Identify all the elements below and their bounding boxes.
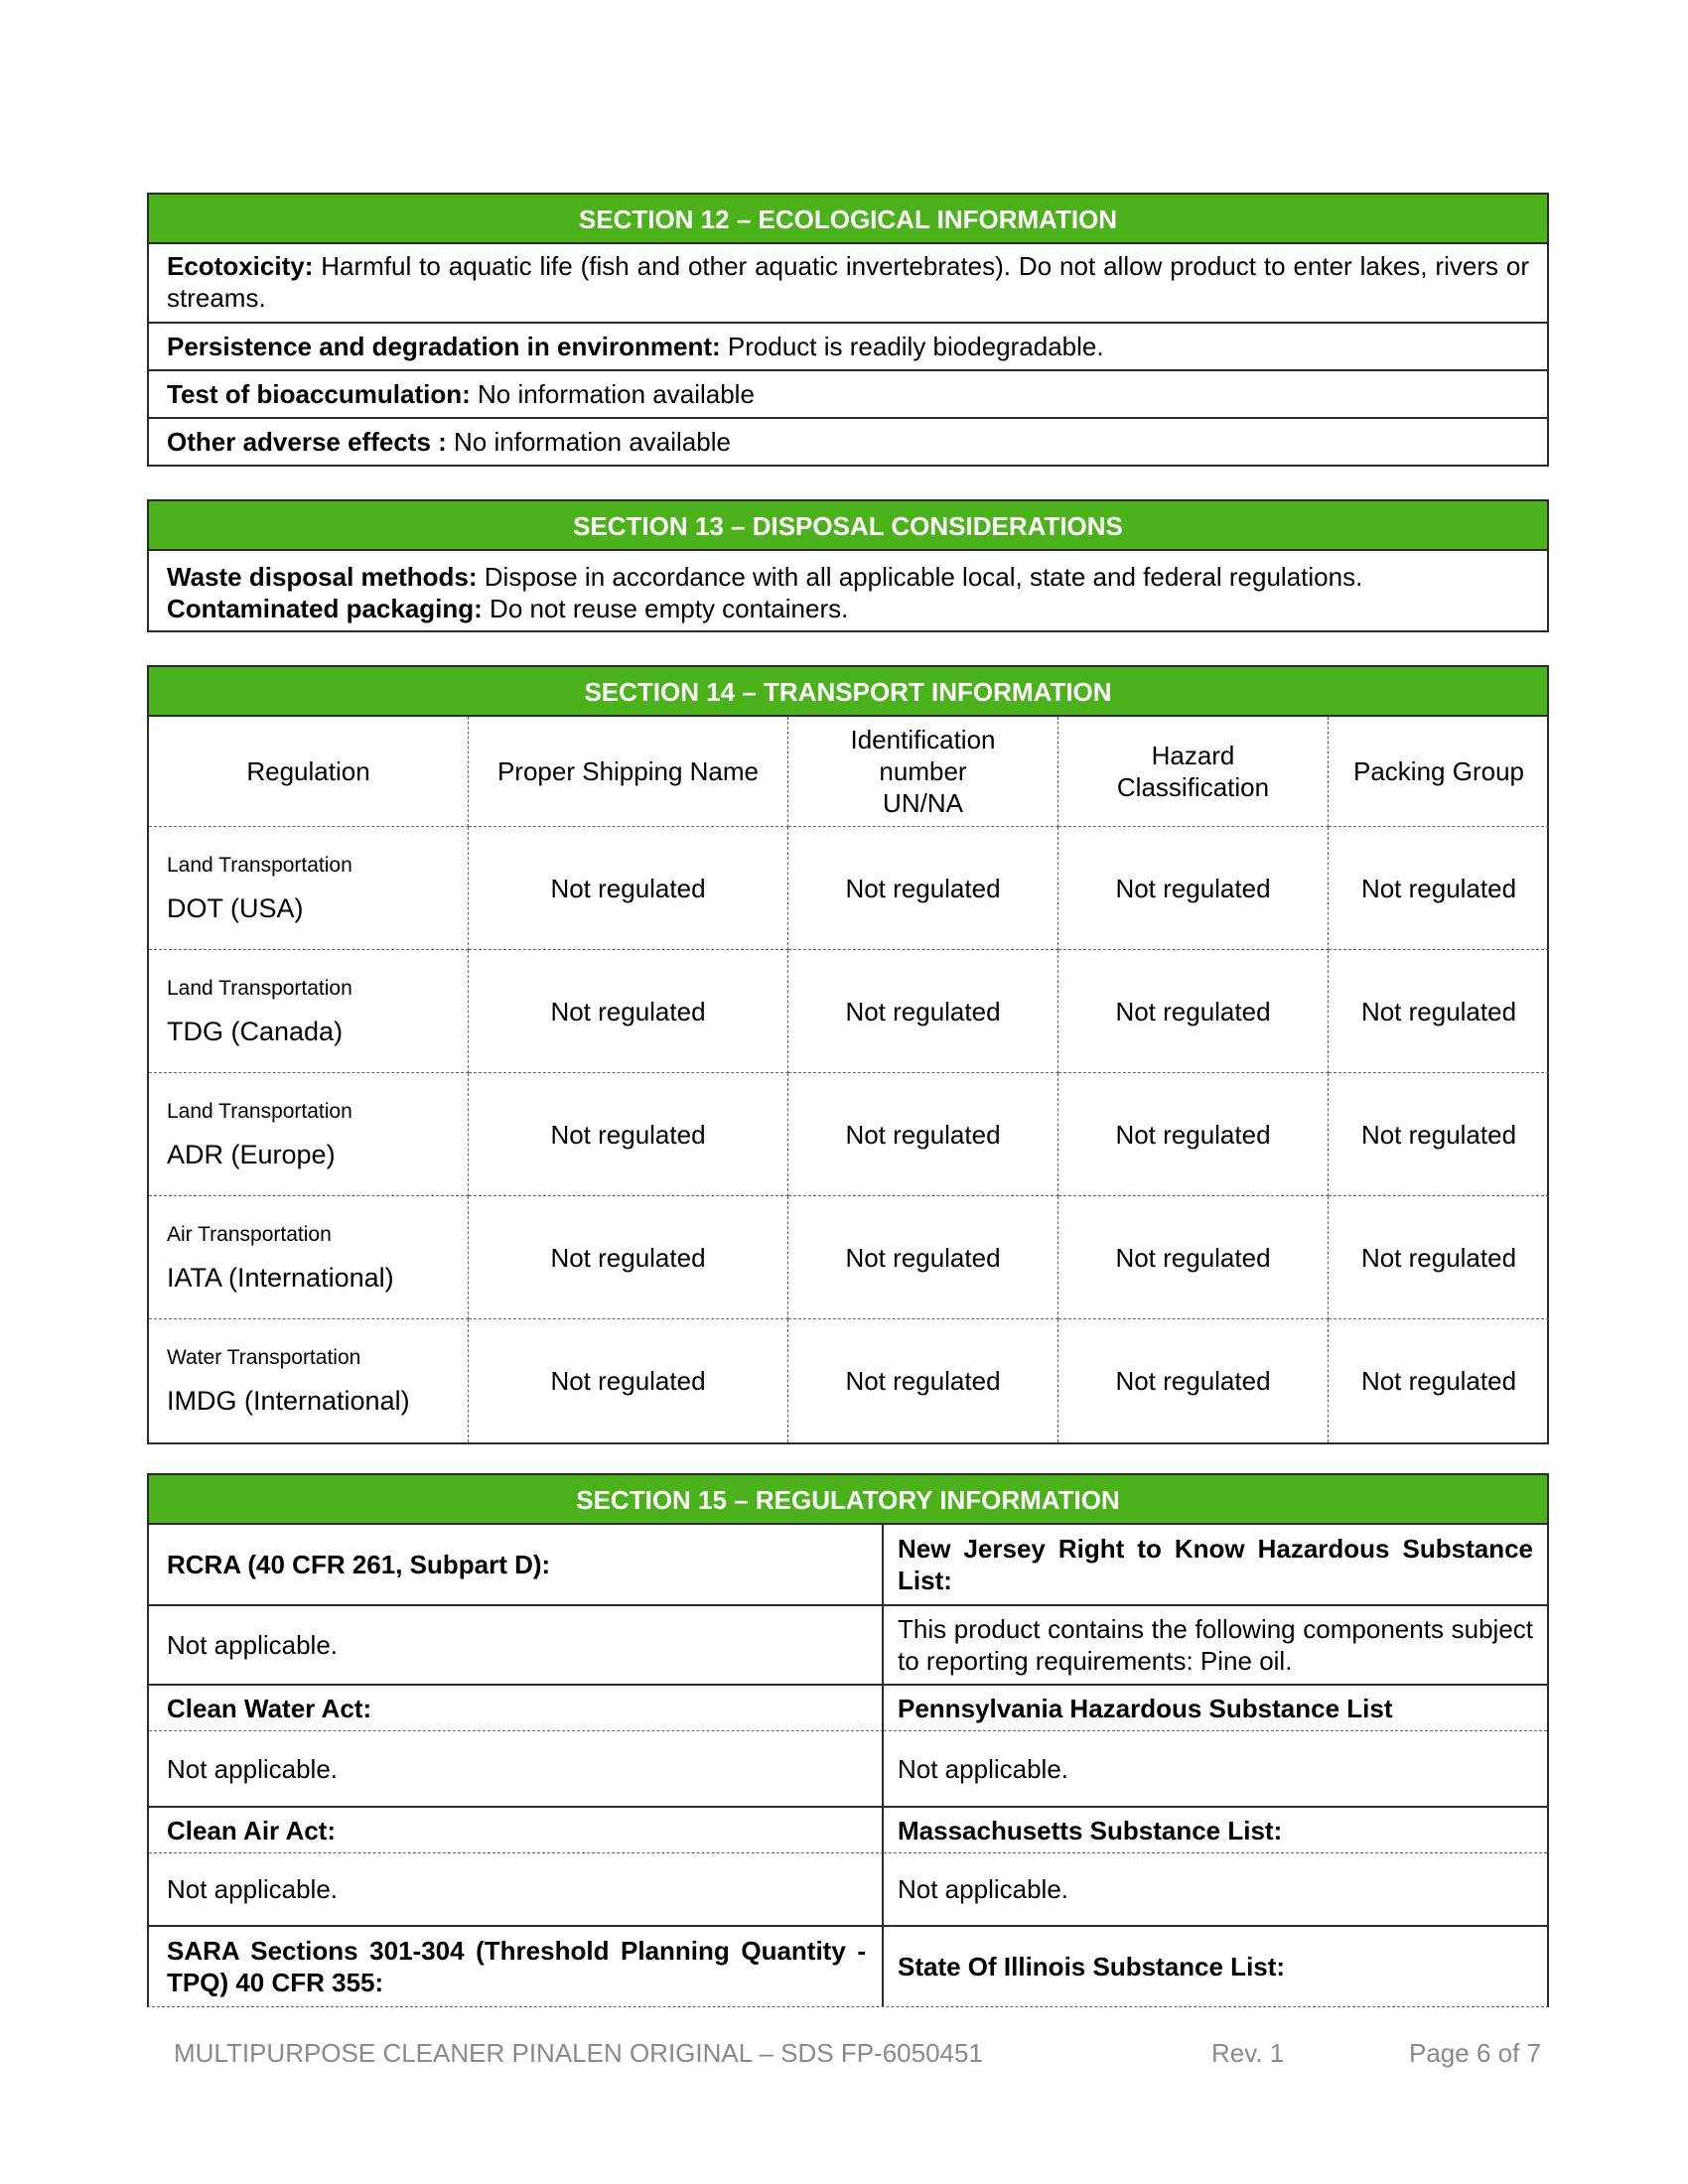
ecotoxicity-row: [149, 244, 1547, 324]
header-hazard-class: Hazard Classification: [1058, 717, 1329, 827]
table-row-regulation: [149, 1073, 469, 1196]
regulation-name: DOT (USA): [167, 892, 304, 923]
adverse-effects-text: No information available: [446, 427, 731, 457]
section-13-disposal: [147, 499, 1549, 632]
waste-disposal-line: [167, 561, 1529, 593]
packing-group-cell: Not regulated: [1360, 1366, 1517, 1396]
persistence-text: Product is readily biodegradable.: [720, 332, 1104, 361]
header-id-number: Identification number UN/NA: [788, 717, 1058, 827]
bioaccumulation-text: No information available: [470, 379, 755, 409]
clean-water-act-label: Clean Water Act:: [149, 1686, 884, 1731]
shipping-name-cell: Not regulated: [469, 1319, 788, 1442]
id-number-cell: Not regulated: [788, 1196, 1058, 1319]
adverse-effects-label: Other adverse effects :: [167, 427, 447, 457]
id-number-cell: Not regulated: [788, 1073, 1058, 1196]
packaging-label: Contaminated packaging:: [167, 594, 483, 623]
transport-mode: Land Transportation: [167, 853, 352, 877]
footer-product-sds: MULTIPURPOSE CLEANER PINALEN ORIGINAL – SDS FP-6050451: [174, 2038, 983, 2068]
regulatory-table: [149, 1525, 1547, 2006]
transport-mode: Land Transportation: [167, 976, 352, 1000]
section-14-title: SECTION 14 – TRANSPORT INFORMATION: [149, 667, 1547, 717]
clean-air-act-label: Clean Air Act:: [149, 1808, 884, 1853]
pennsylvania-value: Not applicable.: [884, 1731, 1547, 1808]
section-13-title: SECTION 13 – DISPOSAL CONSIDERATIONS: [149, 501, 1547, 551]
section-12-title: SECTION 12 – ECOLOGICAL INFORMATION: [149, 195, 1547, 244]
rcra-label: RCRA (40 CFR 261, Subpart D):: [149, 1525, 884, 1606]
footer-revision: Rev. 1: [1211, 2038, 1285, 2068]
ecotoxicity-label: Ecotoxicity:: [167, 251, 314, 281]
bioaccumulation-label: Test of bioaccumulation:: [167, 379, 471, 409]
shipping-name-cell: Not regulated: [469, 950, 788, 1073]
rcra-value: Not applicable.: [149, 1606, 884, 1686]
id-number-cell: Not regulated: [788, 827, 1058, 950]
waste-disposal-text: Dispose in accordance with all applicable local, state and federal regulations.: [477, 562, 1363, 592]
transport-mode: Air Transportation: [167, 1222, 332, 1246]
hazard-class-cell: Not regulated: [1058, 1073, 1329, 1196]
massachusetts-value: Not applicable.: [884, 1853, 1547, 1927]
illinois-label: State Of Illinois Substance List:: [898, 1952, 1286, 1981]
regulation-name: TDG (Canada): [167, 1016, 344, 1046]
transport-mode: Land Transportation: [167, 1099, 352, 1123]
transport-table: [149, 717, 1547, 1442]
disposal-row: [149, 551, 1547, 630]
packing-group-cell: Not regulated: [1329, 950, 1549, 1073]
shipping-name-cell: Not regulated: [469, 1196, 788, 1319]
ecotoxicity-text: Harmful to aquatic life (fish and other aquatic invertebrates). Do not allow product to enter lakes, rivers or streams.: [167, 251, 1529, 313]
pennsylvania-label: Pennsylvania Hazardous Substance List: [884, 1686, 1547, 1731]
clean-air-act-value: Not applicable.: [149, 1853, 884, 1927]
hazard-class-cell: Not regulated: [1058, 827, 1329, 950]
waste-disposal-label: Waste disposal methods:: [167, 562, 478, 592]
new-jersey-value: This product contains the following components subject to reporting requirements: Pine oil.: [884, 1606, 1547, 1686]
packaging-text: Do not reuse empty containers.: [482, 594, 849, 623]
section-15-regulatory: [147, 1473, 1549, 2007]
adverse-effects-row: [149, 419, 1547, 465]
shipping-name-cell: Not regulated: [469, 1073, 788, 1196]
table-row-regulation: [149, 950, 469, 1073]
table-row-regulation: [149, 827, 469, 950]
persistence-row: [149, 324, 1547, 371]
hazard-class-cell: Not regulated: [1058, 950, 1329, 1073]
table-row-regulation: [149, 1196, 469, 1319]
sara-label: SARA Sections 301-304 (Threshold Planning Quantity - TPQ) 40 CFR 355:: [149, 1927, 884, 2006]
footer-page-number: Page 6 of 7: [1409, 2038, 1541, 2068]
transport-mode: Water Transportation: [167, 1346, 361, 1369]
section-14-transport: [147, 665, 1549, 1444]
table-row-regulation: [149, 1319, 469, 1442]
packing-group-cell: Not regulated: [1329, 827, 1549, 950]
clean-water-act-value: Not applicable.: [149, 1731, 884, 1808]
bioaccumulation-row: [149, 371, 1547, 419]
hazard-class-cell: Not regulated: [1058, 1196, 1329, 1319]
section-15-title: SECTION 15 – REGULATORY INFORMATION: [149, 1475, 1547, 1525]
id-number-cell: Not regulated: [788, 950, 1058, 1073]
massachusetts-label: Massachusetts Substance List:: [884, 1808, 1547, 1853]
header-shipping-name: Proper Shipping Name: [469, 717, 788, 827]
packing-group-cell: Not regulated: [1329, 1073, 1549, 1196]
hazard-class-cell: Not regulated: [1058, 1319, 1329, 1442]
header-regulation: Regulation: [149, 717, 469, 827]
regulation-name: IATA (International): [167, 1262, 394, 1293]
section-12-ecological: [147, 193, 1549, 467]
shipping-name-cell: Not regulated: [469, 827, 788, 950]
packing-group-cell: Not regulated: [1329, 1196, 1549, 1319]
new-jersey-label: New Jersey Right to Know Hazardous Substance List:: [884, 1525, 1547, 1606]
regulation-name: ADR (Europe): [167, 1139, 336, 1169]
regulation-name: IMDG (International): [167, 1386, 410, 1416]
header-packing-group: Packing Group: [1329, 717, 1549, 827]
packaging-line: [167, 593, 1529, 624]
id-number-cell: Not regulated: [788, 1319, 1058, 1442]
persistence-label: Persistence and degradation in environment:: [167, 332, 721, 361]
page-footer: [174, 2038, 1544, 2070]
